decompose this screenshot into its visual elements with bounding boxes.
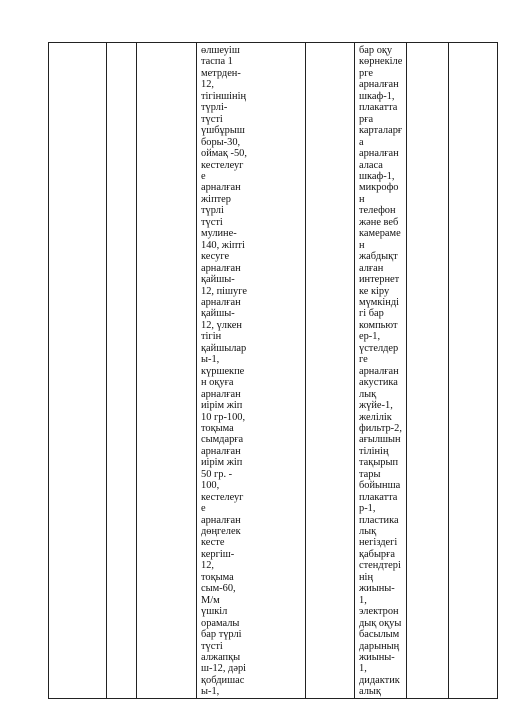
document-table — [48, 42, 498, 699]
table-cell-3 — [137, 43, 197, 699]
table-cell-7 — [407, 43, 449, 699]
table-cell-8 — [449, 43, 498, 699]
table-cell-2 — [107, 43, 137, 699]
table-cell-1 — [49, 43, 107, 699]
equipment-list-text: өлшеуіш таспа 1 метрден- 12, тігіншінің түрлі- түсті үшбұрыш боры-30, оймақ -50, кестелеуг е арналған жіптер түрлі түсті мулине- 140, жіпті кесуге арналған қайшы- 12, пішуге арналған қайшы- 12, үлкен тігін қайшылар ы-1, күршекпе н оқуға арналған иірім жіп 10 гр-100, тоқыма сымдарға арналған иірім жіп 50 гр. - 100, кестелеуг е арналған дөңгелек кесте кергіш- 12, тоқыма сым-60, М/м үшкіл орамалы бар түрлі түсті алжапқы ш-12, дәрі қобдишас ы-1, — [201, 45, 247, 698]
table-cell-6 — [355, 43, 407, 699]
furnishing-list-text: бар оқу көрнекіле рге арналған шкаф-1, плакатта рға карталарғ а арналған аласа шкаф-1, микрофо н телефон және веб камераме н жабдықт алған интернет ке кіру мүмкінді гі бар компьют ер-1, үстелдер ге арналған акустика лық жүйе-1, желілік фильтр-2, ағылшын тілінің тақырып тары бойынша плакатта р-1, пластика лық негіздегі қабырға стендтері нің жиыны- 1, электрон дық оқуы басылым дарының жиыны- 1, дидактик алық — [359, 45, 403, 698]
table-cell-4 — [197, 43, 306, 699]
table-cell-5 — [306, 43, 355, 699]
table-row — [49, 43, 498, 699]
